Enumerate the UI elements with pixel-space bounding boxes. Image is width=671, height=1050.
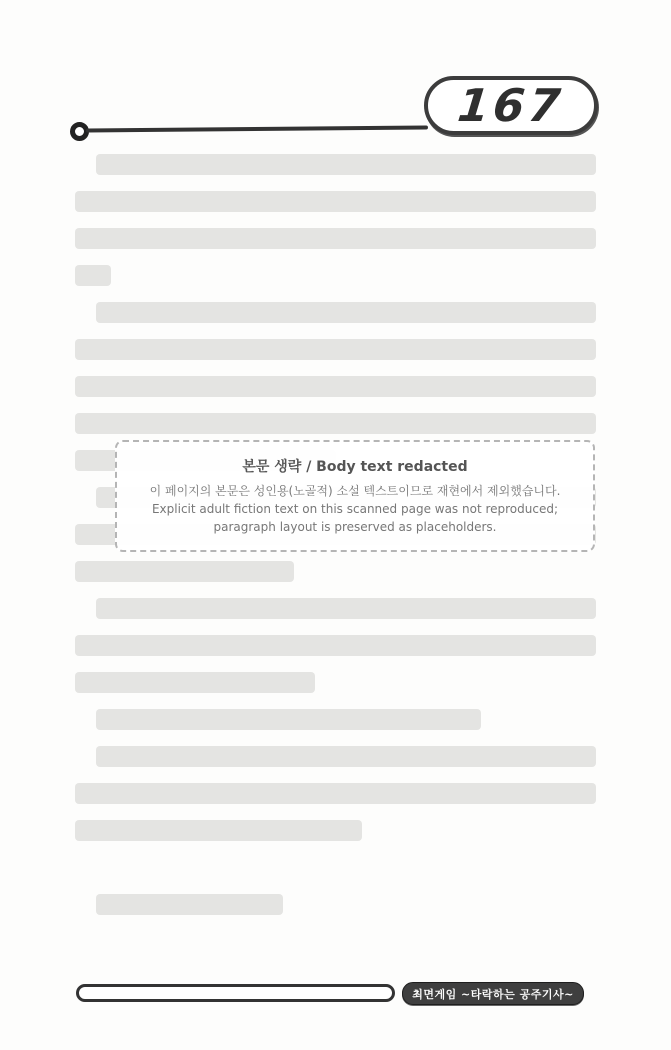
redacted-text-line — [96, 154, 596, 175]
redacted-text-line — [75, 820, 362, 841]
redaction-note-title: 본문 생략 / Body text redacted — [242, 459, 468, 475]
redaction-note-line-en: Explicit adult fiction text on this scanned page was not reproduced; paragraph layout is preserved as placeholders. — [151, 502, 559, 534]
redacted-paragraph — [75, 598, 596, 693]
redacted-paragraph — [75, 746, 596, 841]
redacted-text-line — [96, 302, 596, 323]
redaction-note-line-ko: 이 페이지의 본문은 성인용(노골적) 소설 텍스트이므로 재현에서 제외했습니다. — [149, 484, 561, 498]
redacted-text-line — [75, 376, 596, 397]
redacted-text-line — [75, 339, 596, 360]
paragraph-break — [75, 857, 596, 894]
redacted-text-line — [96, 894, 283, 915]
redaction-note — [115, 440, 595, 552]
redacted-text-line — [96, 709, 481, 730]
footer-rule-pill — [76, 984, 395, 1002]
redacted-paragraph — [75, 709, 596, 730]
redacted-text-line — [96, 746, 596, 767]
redacted-text-line — [75, 672, 315, 693]
redacted-text-line — [75, 265, 111, 286]
redacted-text-line — [75, 191, 596, 212]
redacted-text-line — [75, 783, 596, 804]
redacted-text-line — [96, 598, 596, 619]
redacted-text-line — [75, 635, 596, 656]
redacted-paragraph — [75, 154, 596, 286]
footer-series-badge — [402, 982, 584, 1005]
redacted-text-line — [75, 413, 596, 434]
header-rule-line — [86, 126, 428, 133]
redacted-text-line — [75, 561, 294, 582]
redacted-text-line — [75, 228, 596, 249]
page-number: 167 — [455, 79, 567, 132]
footer-series-title: 최면게임 ~타락하는 공주기사~ — [412, 987, 574, 1001]
page-number-badge — [424, 76, 598, 135]
redacted-paragraph — [75, 894, 596, 915]
